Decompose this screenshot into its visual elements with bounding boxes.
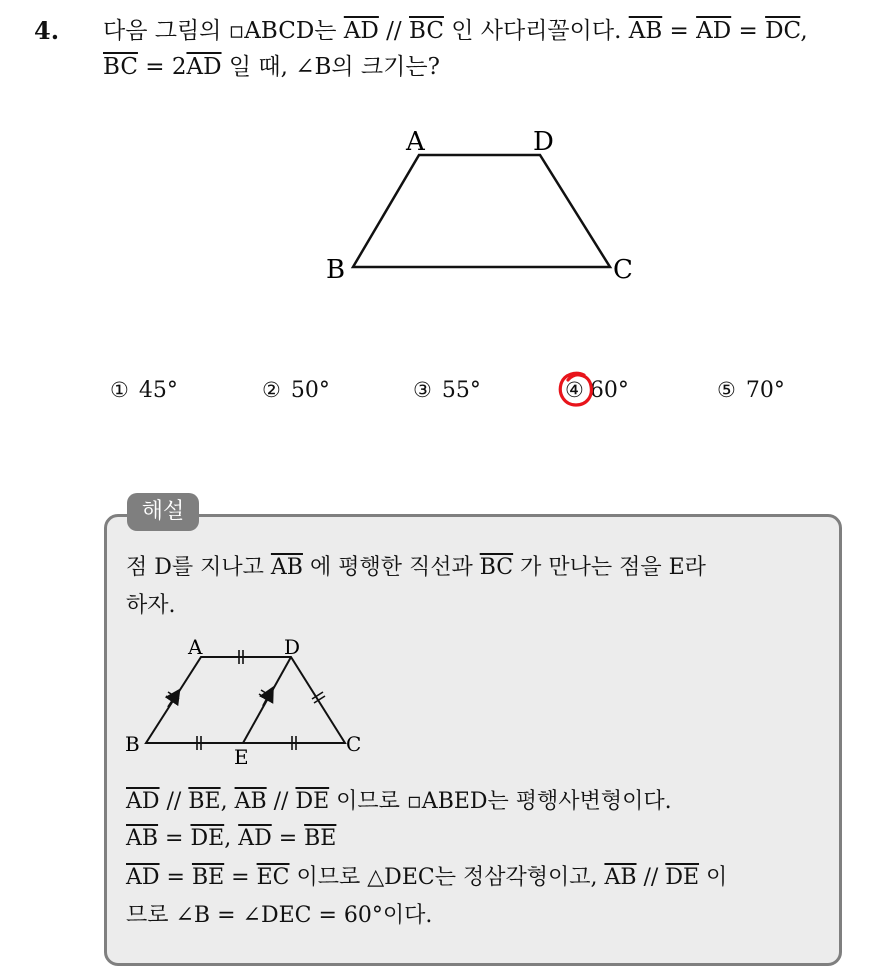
comma: , <box>220 789 235 814</box>
parallel-symbol: // <box>266 789 296 814</box>
solution-text: 이므로 △DEC는 정삼각형이고, <box>289 865 605 890</box>
trapezoid-figure <box>320 120 640 290</box>
parallel-symbol: // <box>636 865 666 890</box>
label-b: B <box>326 255 346 285</box>
solution-line-4 <box>126 823 336 855</box>
segment-overline: $\overline{AD}$ <box>238 826 272 851</box>
question-text: 일 때, ∠B의 크기는? <box>221 54 440 80</box>
segment-overline: $\overline{AD}$ <box>126 789 160 814</box>
segment-overline: $\overline{DC}$ <box>765 18 801 44</box>
segment-overline: $\overline{BE}$ <box>304 826 337 851</box>
parallel-symbol: // <box>159 789 189 814</box>
solution-figure <box>118 630 378 770</box>
question-line-2 <box>103 52 440 82</box>
segment-overline: $\overline{AD}$ <box>126 865 160 890</box>
solution-badge: 해설 <box>127 493 199 531</box>
label-c: C <box>346 732 362 756</box>
choice-5[interactable] <box>717 378 785 403</box>
question-line-1 <box>103 16 808 46</box>
segment-overline: $\overline{DE}$ <box>190 826 225 851</box>
choice-value: 60° <box>589 378 629 403</box>
segment-overline: $\overline{DE}$ <box>665 865 700 890</box>
choice-marker: ① <box>110 378 129 402</box>
label-a: A <box>188 635 203 659</box>
choice-marker: ② <box>262 378 281 402</box>
comma: , <box>800 18 808 44</box>
label-e: E <box>234 745 249 769</box>
answer-circle-icon <box>556 369 596 409</box>
question-text: = 2 <box>137 54 187 80</box>
solution-line-5 <box>126 862 727 894</box>
parallel-symbol: // <box>378 18 409 44</box>
label-b: B <box>125 732 140 756</box>
equals-symbol: = <box>662 18 697 44</box>
solution-text: 점 D를 지나고 <box>126 555 271 580</box>
comma: , <box>224 826 239 851</box>
segment-overline: $\overline{DE}$ <box>295 789 330 814</box>
solution-line-1 <box>126 552 706 584</box>
segment-overline: $\overline{AB}$ <box>628 18 663 44</box>
label-c: C <box>613 255 633 285</box>
label-d: D <box>284 635 301 659</box>
solution-line-6: 므로 ∠B = ∠DEC = 60°이다. <box>126 903 433 928</box>
solution-line-3 <box>126 786 672 818</box>
segment-overline: $\overline{BE}$ <box>188 789 221 814</box>
question-number: 4. <box>34 16 60 45</box>
trapezoid-shape <box>353 155 610 267</box>
solution-text: 이므로 ▫ABED는 평행사변형이다. <box>329 789 672 814</box>
segment-overline: $\overline{BC}$ <box>409 18 444 44</box>
equals-symbol: = <box>158 826 191 851</box>
segment-overline: $\overline{BC}$ <box>103 54 138 80</box>
equals-symbol: = <box>159 865 192 890</box>
solution-line-2: 하자. <box>126 593 176 618</box>
segment-overline: $\overline{AD}$ <box>696 18 732 44</box>
question-text: 인 사다리꼴이다. <box>443 18 629 44</box>
segment-overline: $\overline{AB}$ <box>270 555 303 580</box>
equals-symbol: = <box>224 865 257 890</box>
choice-value: 50° <box>290 378 330 403</box>
segment-overline: $\overline{AB}$ <box>234 789 267 814</box>
solution-text: 가 만나는 점을 E라 <box>513 555 706 580</box>
label-a: A <box>406 127 425 157</box>
solution-text: 이 <box>699 865 728 890</box>
segment-overline: $\overline{AB}$ <box>126 826 159 851</box>
segment-overline: $\overline{BC}$ <box>479 555 514 580</box>
segment-overline: $\overline{BE}$ <box>191 865 225 890</box>
choice-value: 45° <box>138 378 178 403</box>
choice-value: 70° <box>745 378 785 403</box>
choice-marker: ④ <box>565 378 584 402</box>
equals-symbol: = <box>731 18 766 44</box>
equals-symbol: = <box>271 826 305 851</box>
choice-1[interactable] <box>110 378 178 403</box>
label-d: D <box>533 127 554 157</box>
segment-overline: $\overline{AB}$ <box>604 865 637 890</box>
choice-value: 55° <box>441 378 481 403</box>
choice-marker: ③ <box>413 378 432 402</box>
segment-overline: $\overline{EC}$ <box>256 865 290 890</box>
question-text: 다음 그림의 ▫ABCD는 <box>103 18 344 44</box>
choice-3[interactable] <box>413 378 481 403</box>
segment-overline: $\overline{AD}$ <box>343 18 379 44</box>
segment-overline: $\overline{AD}$ <box>186 54 222 80</box>
solution-text: 에 평행한 직선과 <box>302 555 480 580</box>
choice-marker: ⑤ <box>717 378 736 402</box>
choice-2[interactable] <box>262 378 330 403</box>
solution-trapezoid <box>146 657 345 743</box>
